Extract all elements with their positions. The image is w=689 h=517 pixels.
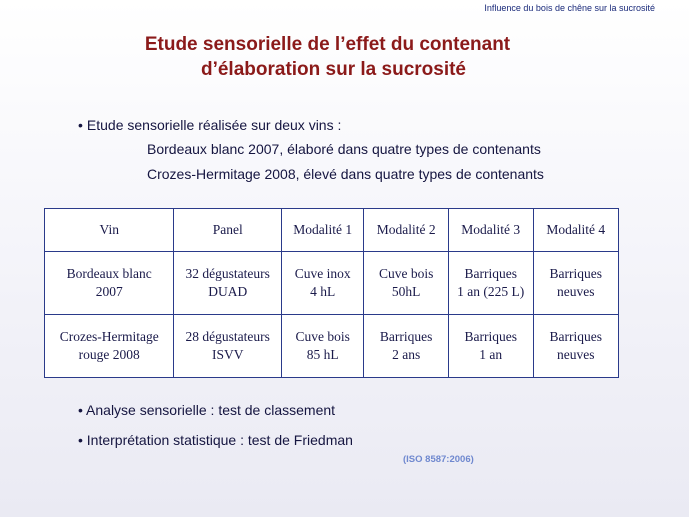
cell-line: neuves: [557, 284, 595, 299]
cell-line: Bordeaux blanc: [66, 266, 152, 281]
header-note: Influence du bois de chêne sur la sucrosité: [484, 3, 655, 13]
table-header-row: [45, 209, 619, 252]
table-header-cell: Modalité 3: [448, 209, 533, 252]
table-cell: [45, 252, 174, 315]
table-header-cell: Vin: [45, 209, 174, 252]
bullet-analysis-text: Analyse sensorielle : test de classement: [86, 402, 336, 418]
wines-table: [44, 208, 619, 378]
table-header-cell: Modalité 2: [364, 209, 449, 252]
cell-line: Cuve inox: [294, 266, 351, 281]
cell-line: Barriques: [549, 266, 602, 281]
table-cell: [533, 315, 619, 378]
intro-sub-line-2: Crozes-Hermitage 2008, élevé dans quatre types de contenants: [147, 166, 544, 182]
intro-text: Etude sensorielle réalisée sur deux vins :: [86, 117, 342, 133]
table-cell: [282, 315, 364, 378]
table-cell: [174, 252, 282, 315]
cell-line: Cuve bois: [378, 266, 434, 281]
table-cell: [174, 315, 282, 378]
cell-line: DUAD: [208, 284, 248, 299]
cell-line: 2007: [95, 284, 123, 299]
table-row: [45, 315, 619, 378]
cell-line: 2 ans: [392, 347, 421, 362]
table-cell: [448, 252, 533, 315]
bullet-icon: •: [78, 432, 83, 448]
table-header-cell: Modalité 1: [282, 209, 364, 252]
cell-line: Cuve bois: [295, 329, 350, 344]
table-cell: [364, 315, 449, 378]
cell-line: 50hL: [391, 284, 421, 299]
table-header-cell: Modalité 4: [533, 209, 619, 252]
bullet-icon: •: [78, 117, 83, 133]
cell-line: Barriques: [379, 329, 433, 344]
intro-sub-line-1: Bordeaux blanc 2007, élaboré dans quatre types de contenants: [147, 141, 541, 157]
slide-title: [0, 32, 689, 82]
title-line-1: Etude sensorielle de l’effet du contenant: [144, 34, 511, 55]
cell-line: Barriques: [549, 329, 602, 344]
cell-line: Barriques: [464, 266, 517, 281]
cell-line: Crozes-Hermitage: [59, 329, 159, 344]
cell-line: ISVV: [211, 347, 244, 362]
cell-line: 4 hL: [310, 284, 336, 299]
bullet-statistics: [78, 432, 353, 448]
table-header-cell: Panel: [174, 209, 282, 252]
table-cell: [282, 252, 364, 315]
bullet-icon: •: [78, 402, 83, 418]
bullet-statistics-text: Interprétation statistique : test de Friedman: [86, 432, 353, 448]
cell-line: 1 an: [479, 347, 503, 362]
cell-line: neuves: [557, 347, 595, 362]
intro-bullet: [78, 116, 341, 134]
iso-reference: (ISO 8587:2006): [403, 454, 474, 465]
table-cell: [448, 315, 533, 378]
cell-line: 1 an (225 L): [457, 284, 525, 299]
cell-line: 28 dégustateurs: [185, 329, 270, 344]
table-cell: [364, 252, 449, 315]
cell-line: 32 dégustateurs: [185, 266, 270, 281]
table-cell: [533, 252, 619, 315]
bullet-analysis: [78, 402, 335, 418]
title-line-2: d’élaboration sur la sucrosité: [200, 59, 467, 80]
table-row: [45, 252, 619, 315]
cell-line: rouge 2008: [78, 347, 140, 362]
table-cell: [45, 315, 174, 378]
cell-line: 85 hL: [306, 347, 339, 362]
cell-line: Barriques: [464, 329, 517, 344]
